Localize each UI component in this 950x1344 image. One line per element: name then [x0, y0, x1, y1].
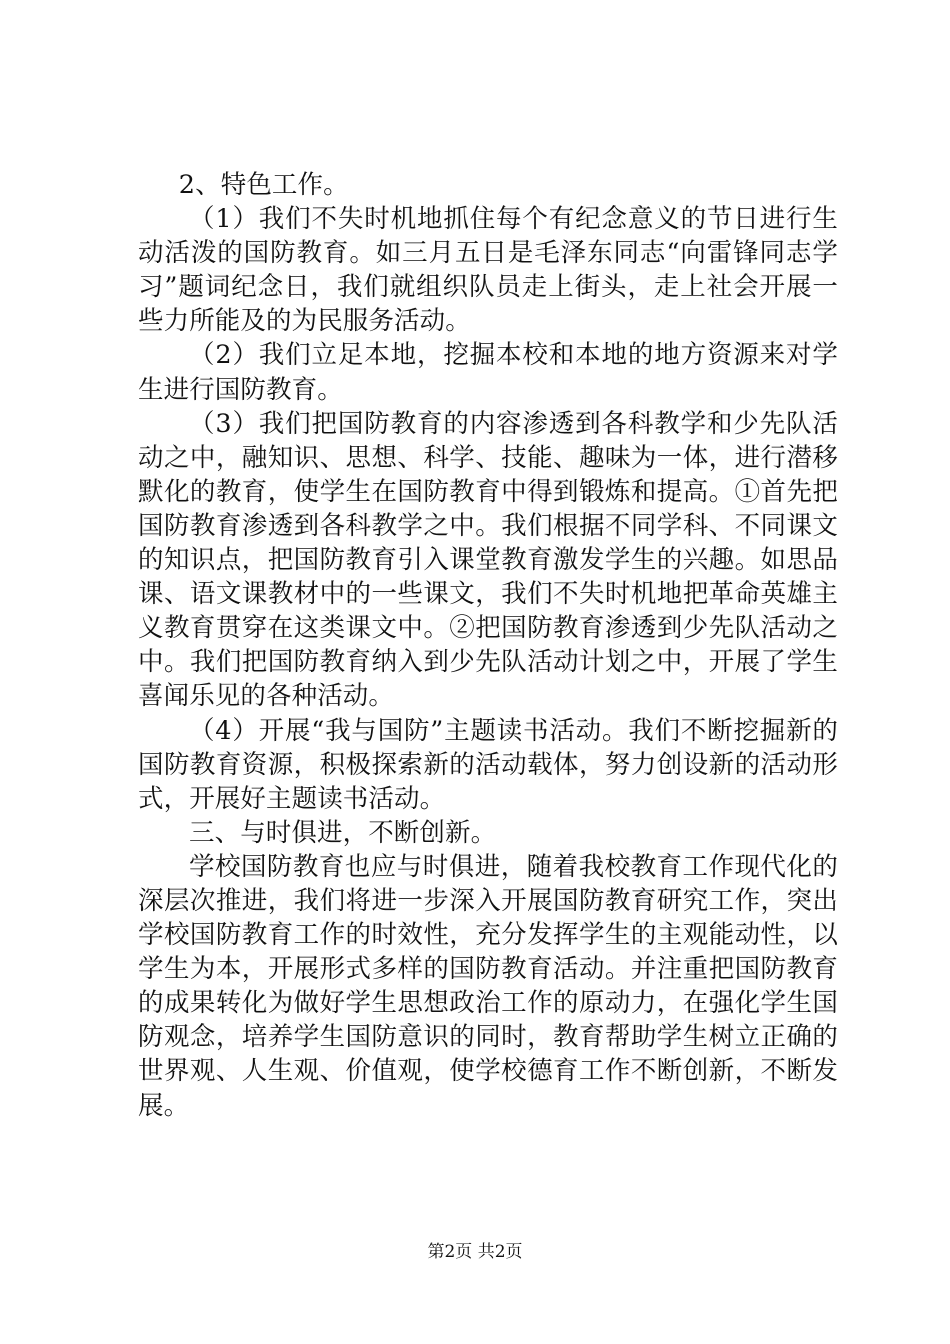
paragraph-item-2: （2）我们立足本地，挖掘本校和本地的地方资源来对学生进行国防教育。	[138, 340, 838, 405]
section-heading-special-work: 2、特色工作。	[178, 170, 349, 200]
page-footer: 第2页 共2页	[427, 1242, 523, 1262]
section-heading-innovation: 三、与时俱进，不断创新。	[189, 817, 497, 848]
paragraph-item-4: （4）开展“我与国防”主题读书活动。我们不断挖掘新的国防教育资源，积极探索新的活动载体，努力创设新的活动形式，开展好主题读书活动。	[138, 715, 838, 814]
paragraph-conclusion: 学校国防教育也应与时俱进，随着我校教育工作现代化的深层次推进，我们将进一步深入开展国防教育研究工作，突出学校国防教育工作的时效性，充分发挥学生的主观能动性，以学生为本，开展形式多样的国防教育活动。并注重把国防教育的成果转化为做好学生思想政治工作的原动力，在强化学生国防观念，培养学生国防意识的同时，教育帮助学生树立正确的世界观、人生观、价值观，使学校德育工作不断创新，不断发展。	[138, 851, 838, 1121]
document-body	[138, 168, 838, 1123]
paragraph-item-3: （3）我们把国防教育的内容渗透到各科教学和少先队活动之中，融知识、思想、科学、技能、趣味为一体，进行潜移默化的教育，使学生在国防教育中得到锻炼和提高。①首先把国防教育渗透到各科教学之中。我们根据不同学科、不同课文的知识点，把国防教育引入课堂教育激发学生的兴趣。如思品课、语文课教材中的一些课文，我们不失时机地把革命英雄主义教育贯穿在这类课文中。②把国防教育渗透到少先队活动之中。我们把国防教育纳入到少先队活动计划之中，开展了学生喜闻乐见的各种活动。	[138, 408, 838, 712]
paragraph-item-1: （1）我们不失时机地抓住每个有纪念意义的节日进行生动活泼的国防教育。如三月五日是毛泽东同志“向雷锋同志学习”题词纪念日，我们就组织队员走上街头，走上社会开展一些力所能及的为民服务活动。	[138, 204, 838, 337]
